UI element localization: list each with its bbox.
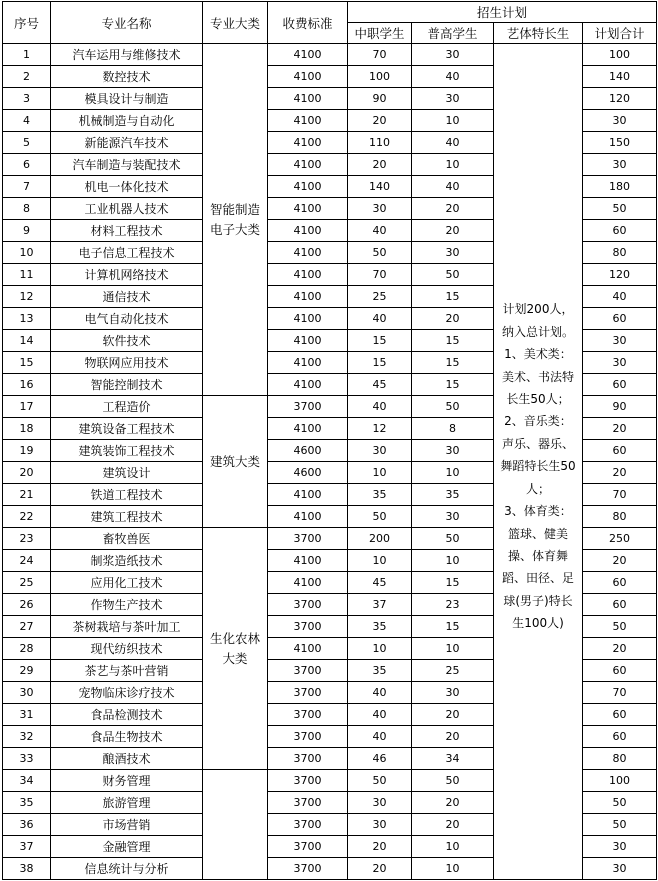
major-cell: 建筑装饰工程技术 <box>51 440 203 462</box>
table-row <box>3 44 657 66</box>
category-cell <box>203 44 268 396</box>
total-cell: 30 <box>583 330 657 352</box>
major-cell: 建筑设备工程技术 <box>51 418 203 440</box>
vocational-cell: 30 <box>348 440 412 462</box>
art-note-line: 声乐、器乐、 <box>501 436 574 451</box>
fee-cell: 4100 <box>268 550 348 572</box>
highschool-cell: 20 <box>412 308 494 330</box>
major-cell: 旅游管理 <box>51 792 203 814</box>
vocational-cell: 12 <box>348 418 412 440</box>
seq-cell: 22 <box>3 506 51 528</box>
total-cell: 30 <box>583 836 657 858</box>
major-cell: 金融管理 <box>51 836 203 858</box>
fee-cell: 3700 <box>268 726 348 748</box>
seq-cell: 29 <box>3 660 51 682</box>
vocational-cell: 110 <box>348 132 412 154</box>
vocational-cell: 37 <box>348 594 412 616</box>
seq-cell: 28 <box>3 638 51 660</box>
vocational-cell: 30 <box>348 792 412 814</box>
total-cell: 60 <box>583 704 657 726</box>
table-body <box>3 44 657 880</box>
highschool-cell: 30 <box>412 242 494 264</box>
highschool-cell: 10 <box>412 858 494 880</box>
fee-cell: 4100 <box>268 484 348 506</box>
fee-cell: 3700 <box>268 748 348 770</box>
total-cell: 50 <box>583 616 657 638</box>
vocational-cell: 45 <box>348 572 412 594</box>
total-cell: 80 <box>583 748 657 770</box>
highschool-cell: 30 <box>412 88 494 110</box>
major-cell: 制浆造纸技术 <box>51 550 203 572</box>
fee-cell: 4100 <box>268 572 348 594</box>
category-line: 建筑大类 <box>209 453 260 469</box>
total-cell: 50 <box>583 792 657 814</box>
seq-cell: 5 <box>3 132 51 154</box>
highschool-cell: 30 <box>412 440 494 462</box>
seq-cell: 18 <box>3 418 51 440</box>
vocational-cell: 140 <box>348 176 412 198</box>
vocational-cell: 45 <box>348 374 412 396</box>
seq-cell: 32 <box>3 726 51 748</box>
vocational-cell: 35 <box>348 660 412 682</box>
highschool-cell: 8 <box>412 418 494 440</box>
art-note-line: 蹈、田径、足 <box>501 571 574 586</box>
major-cell: 计算机网络技术 <box>51 264 203 286</box>
vocational-cell: 15 <box>348 330 412 352</box>
major-cell: 工程造价 <box>51 396 203 418</box>
seq-cell: 6 <box>3 154 51 176</box>
seq-cell: 15 <box>3 352 51 374</box>
enrollment-plan-table <box>2 1 657 880</box>
fee-cell: 3700 <box>268 858 348 880</box>
fee-cell: 4100 <box>268 374 348 396</box>
art-note-line: 舞蹈特长生50 <box>500 459 576 474</box>
fee-cell: 4100 <box>268 638 348 660</box>
vocational-cell: 200 <box>348 528 412 550</box>
major-cell: 物联网应用技术 <box>51 352 203 374</box>
total-cell: 180 <box>583 176 657 198</box>
total-cell: 60 <box>583 440 657 462</box>
highschool-cell: 30 <box>412 44 494 66</box>
major-cell: 智能控制技术 <box>51 374 203 396</box>
seq-cell: 19 <box>3 440 51 462</box>
total-cell: 100 <box>583 770 657 792</box>
major-cell: 信息统计与分析 <box>51 858 203 880</box>
fee-cell: 4100 <box>268 506 348 528</box>
fee-cell: 4100 <box>268 264 348 286</box>
fee-cell: 3700 <box>268 616 348 638</box>
highschool-cell: 15 <box>412 572 494 594</box>
highschool-cell: 50 <box>412 770 494 792</box>
header-vocational: 中职学生 <box>348 23 412 44</box>
fee-cell: 4100 <box>268 308 348 330</box>
art-note-line: 长生50人； <box>506 392 570 407</box>
total-cell: 30 <box>583 154 657 176</box>
header-total: 计划合计 <box>583 23 657 44</box>
major-cell: 软件技术 <box>51 330 203 352</box>
fee-cell: 3700 <box>268 396 348 418</box>
total-cell: 120 <box>583 264 657 286</box>
major-cell: 模具设计与制造 <box>51 88 203 110</box>
major-cell: 财务管理 <box>51 770 203 792</box>
major-cell: 茶艺与茶叶营销 <box>51 660 203 682</box>
vocational-cell: 90 <box>348 88 412 110</box>
fee-cell: 4100 <box>268 352 348 374</box>
vocational-cell: 40 <box>348 726 412 748</box>
major-cell: 通信技术 <box>51 286 203 308</box>
total-cell: 60 <box>583 572 657 594</box>
art-students-note <box>494 44 583 880</box>
highschool-cell: 50 <box>412 528 494 550</box>
seq-cell: 38 <box>3 858 51 880</box>
fee-cell: 3700 <box>268 836 348 858</box>
fee-cell: 4100 <box>268 66 348 88</box>
highschool-cell: 30 <box>412 682 494 704</box>
major-cell: 茶树栽培与茶叶加工 <box>51 616 203 638</box>
major-cell: 应用化工技术 <box>51 572 203 594</box>
major-cell: 工业机器人技术 <box>51 198 203 220</box>
highschool-cell: 30 <box>412 506 494 528</box>
major-cell: 作物生产技术 <box>51 594 203 616</box>
highschool-cell: 15 <box>412 286 494 308</box>
fee-cell: 3700 <box>268 594 348 616</box>
vocational-cell: 20 <box>348 154 412 176</box>
seq-cell: 34 <box>3 770 51 792</box>
vocational-cell: 15 <box>348 352 412 374</box>
highschool-cell: 34 <box>412 748 494 770</box>
highschool-cell: 20 <box>412 704 494 726</box>
highschool-cell: 10 <box>412 462 494 484</box>
vocational-cell: 70 <box>348 44 412 66</box>
fee-cell: 4100 <box>268 418 348 440</box>
vocational-cell: 40 <box>348 704 412 726</box>
seq-cell: 9 <box>3 220 51 242</box>
total-cell: 140 <box>583 66 657 88</box>
category-cell <box>203 770 268 880</box>
vocational-cell: 20 <box>348 110 412 132</box>
art-note-line: 篮球、健美 <box>507 526 568 541</box>
seq-cell: 35 <box>3 792 51 814</box>
seq-cell: 13 <box>3 308 51 330</box>
seq-cell: 3 <box>3 88 51 110</box>
seq-cell: 21 <box>3 484 51 506</box>
highschool-cell: 35 <box>412 484 494 506</box>
fee-cell: 4100 <box>268 110 348 132</box>
total-cell: 150 <box>583 132 657 154</box>
total-cell: 20 <box>583 418 657 440</box>
art-note-line: 2、音乐类： <box>504 414 572 429</box>
header-category: 专业大类 <box>203 2 268 44</box>
header-plan: 招生计划 <box>348 2 657 23</box>
fee-cell: 3700 <box>268 814 348 836</box>
total-cell: 90 <box>583 396 657 418</box>
highschool-cell: 20 <box>412 792 494 814</box>
major-cell: 新能源汽车技术 <box>51 132 203 154</box>
total-cell: 20 <box>583 462 657 484</box>
highschool-cell: 20 <box>412 198 494 220</box>
major-cell: 酿酒技术 <box>51 748 203 770</box>
seq-cell: 17 <box>3 396 51 418</box>
vocational-cell: 30 <box>348 814 412 836</box>
table-header <box>3 2 657 44</box>
total-cell: 70 <box>583 682 657 704</box>
seq-cell: 1 <box>3 44 51 66</box>
total-cell: 60 <box>583 308 657 330</box>
highschool-cell: 10 <box>412 110 494 132</box>
major-cell: 汽车运用与维修技术 <box>51 44 203 66</box>
highschool-cell: 40 <box>412 132 494 154</box>
vocational-cell: 35 <box>348 484 412 506</box>
vocational-cell: 40 <box>348 396 412 418</box>
total-cell: 20 <box>583 550 657 572</box>
total-cell: 30 <box>583 352 657 374</box>
vocational-cell: 20 <box>348 858 412 880</box>
vocational-cell: 10 <box>348 550 412 572</box>
seq-cell: 36 <box>3 814 51 836</box>
vocational-cell: 40 <box>348 308 412 330</box>
highschool-cell: 10 <box>412 638 494 660</box>
fee-cell: 4100 <box>268 176 348 198</box>
vocational-cell: 20 <box>348 836 412 858</box>
major-cell: 现代纺织技术 <box>51 638 203 660</box>
vocational-cell: 70 <box>348 264 412 286</box>
category-cell <box>203 528 268 770</box>
total-cell: 30 <box>583 858 657 880</box>
header-highschool: 普高学生 <box>412 23 494 44</box>
vocational-cell: 46 <box>348 748 412 770</box>
art-note-line: 生100人) <box>512 616 564 631</box>
vocational-cell: 10 <box>348 462 412 484</box>
seq-cell: 31 <box>3 704 51 726</box>
seq-cell: 12 <box>3 286 51 308</box>
seq-cell: 16 <box>3 374 51 396</box>
vocational-cell: 50 <box>348 242 412 264</box>
major-cell: 畜牧兽医 <box>51 528 203 550</box>
highschool-cell: 20 <box>412 220 494 242</box>
seq-cell: 20 <box>3 462 51 484</box>
seq-cell: 27 <box>3 616 51 638</box>
header-seq: 序号 <box>3 2 51 44</box>
total-cell: 60 <box>583 374 657 396</box>
fee-cell: 4100 <box>268 154 348 176</box>
major-cell: 汽车制造与装配技术 <box>51 154 203 176</box>
total-cell: 50 <box>583 814 657 836</box>
major-cell: 建筑设计 <box>51 462 203 484</box>
total-cell: 120 <box>583 88 657 110</box>
total-cell: 50 <box>583 198 657 220</box>
total-cell: 60 <box>583 594 657 616</box>
highschool-cell: 40 <box>412 66 494 88</box>
category-cell <box>203 396 268 528</box>
art-note-line: 1、美术类： <box>504 347 572 362</box>
art-note-line: 纳入总计划。 <box>501 324 574 339</box>
category-line: 智能制造 <box>209 201 260 217</box>
seq-cell: 26 <box>3 594 51 616</box>
art-note-line: 人； <box>525 481 550 496</box>
major-cell: 建筑工程技术 <box>51 506 203 528</box>
seq-cell: 24 <box>3 550 51 572</box>
fee-cell: 3700 <box>268 528 348 550</box>
total-cell: 80 <box>583 506 657 528</box>
major-cell: 电气自动化技术 <box>51 308 203 330</box>
vocational-cell: 35 <box>348 616 412 638</box>
total-cell: 100 <box>583 44 657 66</box>
major-cell: 电子信息工程技术 <box>51 242 203 264</box>
highschool-cell: 25 <box>412 660 494 682</box>
highschool-cell: 10 <box>412 154 494 176</box>
vocational-cell: 40 <box>348 220 412 242</box>
header-fee: 收费标准 <box>268 2 348 44</box>
header-major: 专业名称 <box>51 2 203 44</box>
seq-cell: 23 <box>3 528 51 550</box>
highschool-cell: 40 <box>412 176 494 198</box>
fee-cell: 4100 <box>268 198 348 220</box>
fee-cell: 4100 <box>268 132 348 154</box>
seq-cell: 30 <box>3 682 51 704</box>
major-cell: 市场营销 <box>51 814 203 836</box>
vocational-cell: 50 <box>348 506 412 528</box>
vocational-cell: 10 <box>348 638 412 660</box>
fee-cell: 4100 <box>268 242 348 264</box>
seq-cell: 37 <box>3 836 51 858</box>
seq-cell: 10 <box>3 242 51 264</box>
art-note-line: 操、体育舞 <box>507 548 568 563</box>
fee-cell: 3700 <box>268 682 348 704</box>
fee-cell: 4100 <box>268 44 348 66</box>
major-cell: 宠物临床诊疗技术 <box>51 682 203 704</box>
major-cell: 食品生物技术 <box>51 726 203 748</box>
vocational-cell: 25 <box>348 286 412 308</box>
category-line: 生化农林 <box>209 630 260 646</box>
fee-cell: 4100 <box>268 286 348 308</box>
highschool-cell: 15 <box>412 352 494 374</box>
highschool-cell: 20 <box>412 814 494 836</box>
major-cell: 机械制造与自动化 <box>51 110 203 132</box>
seq-cell: 7 <box>3 176 51 198</box>
vocational-cell: 30 <box>348 198 412 220</box>
major-cell: 数控技术 <box>51 66 203 88</box>
total-cell: 60 <box>583 660 657 682</box>
highschool-cell: 15 <box>412 374 494 396</box>
highschool-cell: 23 <box>412 594 494 616</box>
seq-cell: 2 <box>3 66 51 88</box>
highschool-cell: 20 <box>412 726 494 748</box>
art-note-line: 球(男子)特长 <box>503 593 573 608</box>
category-line: 大类 <box>222 650 248 666</box>
major-cell: 机电一体化技术 <box>51 176 203 198</box>
total-cell: 70 <box>583 484 657 506</box>
total-cell: 30 <box>583 110 657 132</box>
seq-cell: 33 <box>3 748 51 770</box>
seq-cell: 14 <box>3 330 51 352</box>
highschool-cell: 15 <box>412 616 494 638</box>
highschool-cell: 50 <box>412 396 494 418</box>
art-note-line: 3、体育类： <box>504 504 572 519</box>
fee-cell: 4100 <box>268 88 348 110</box>
header-art: 艺体特长生 <box>494 23 583 44</box>
seq-cell: 11 <box>3 264 51 286</box>
total-cell: 250 <box>583 528 657 550</box>
seq-cell: 8 <box>3 198 51 220</box>
highschool-cell: 15 <box>412 330 494 352</box>
fee-cell: 3700 <box>268 660 348 682</box>
art-note-line: 计划200人， <box>502 302 574 317</box>
total-cell: 40 <box>583 286 657 308</box>
major-cell: 铁道工程技术 <box>51 484 203 506</box>
total-cell: 80 <box>583 242 657 264</box>
fee-cell: 3700 <box>268 770 348 792</box>
highschool-cell: 50 <box>412 264 494 286</box>
fee-cell: 4600 <box>268 440 348 462</box>
fee-cell: 3700 <box>268 792 348 814</box>
vocational-cell: 40 <box>348 682 412 704</box>
highschool-cell: 10 <box>412 836 494 858</box>
vocational-cell: 50 <box>348 770 412 792</box>
total-cell: 60 <box>583 726 657 748</box>
major-cell: 食品检测技术 <box>51 704 203 726</box>
highschool-cell: 10 <box>412 550 494 572</box>
fee-cell: 4100 <box>268 220 348 242</box>
seq-cell: 4 <box>3 110 51 132</box>
fee-cell: 4100 <box>268 330 348 352</box>
total-cell: 60 <box>583 220 657 242</box>
art-note-line: 美术、书法特 <box>501 369 574 384</box>
fee-cell: 4600 <box>268 462 348 484</box>
seq-cell: 25 <box>3 572 51 594</box>
vocational-cell: 100 <box>348 66 412 88</box>
category-line: 电子大类 <box>209 221 260 237</box>
fee-cell: 3700 <box>268 704 348 726</box>
major-cell: 材料工程技术 <box>51 220 203 242</box>
total-cell: 20 <box>583 638 657 660</box>
